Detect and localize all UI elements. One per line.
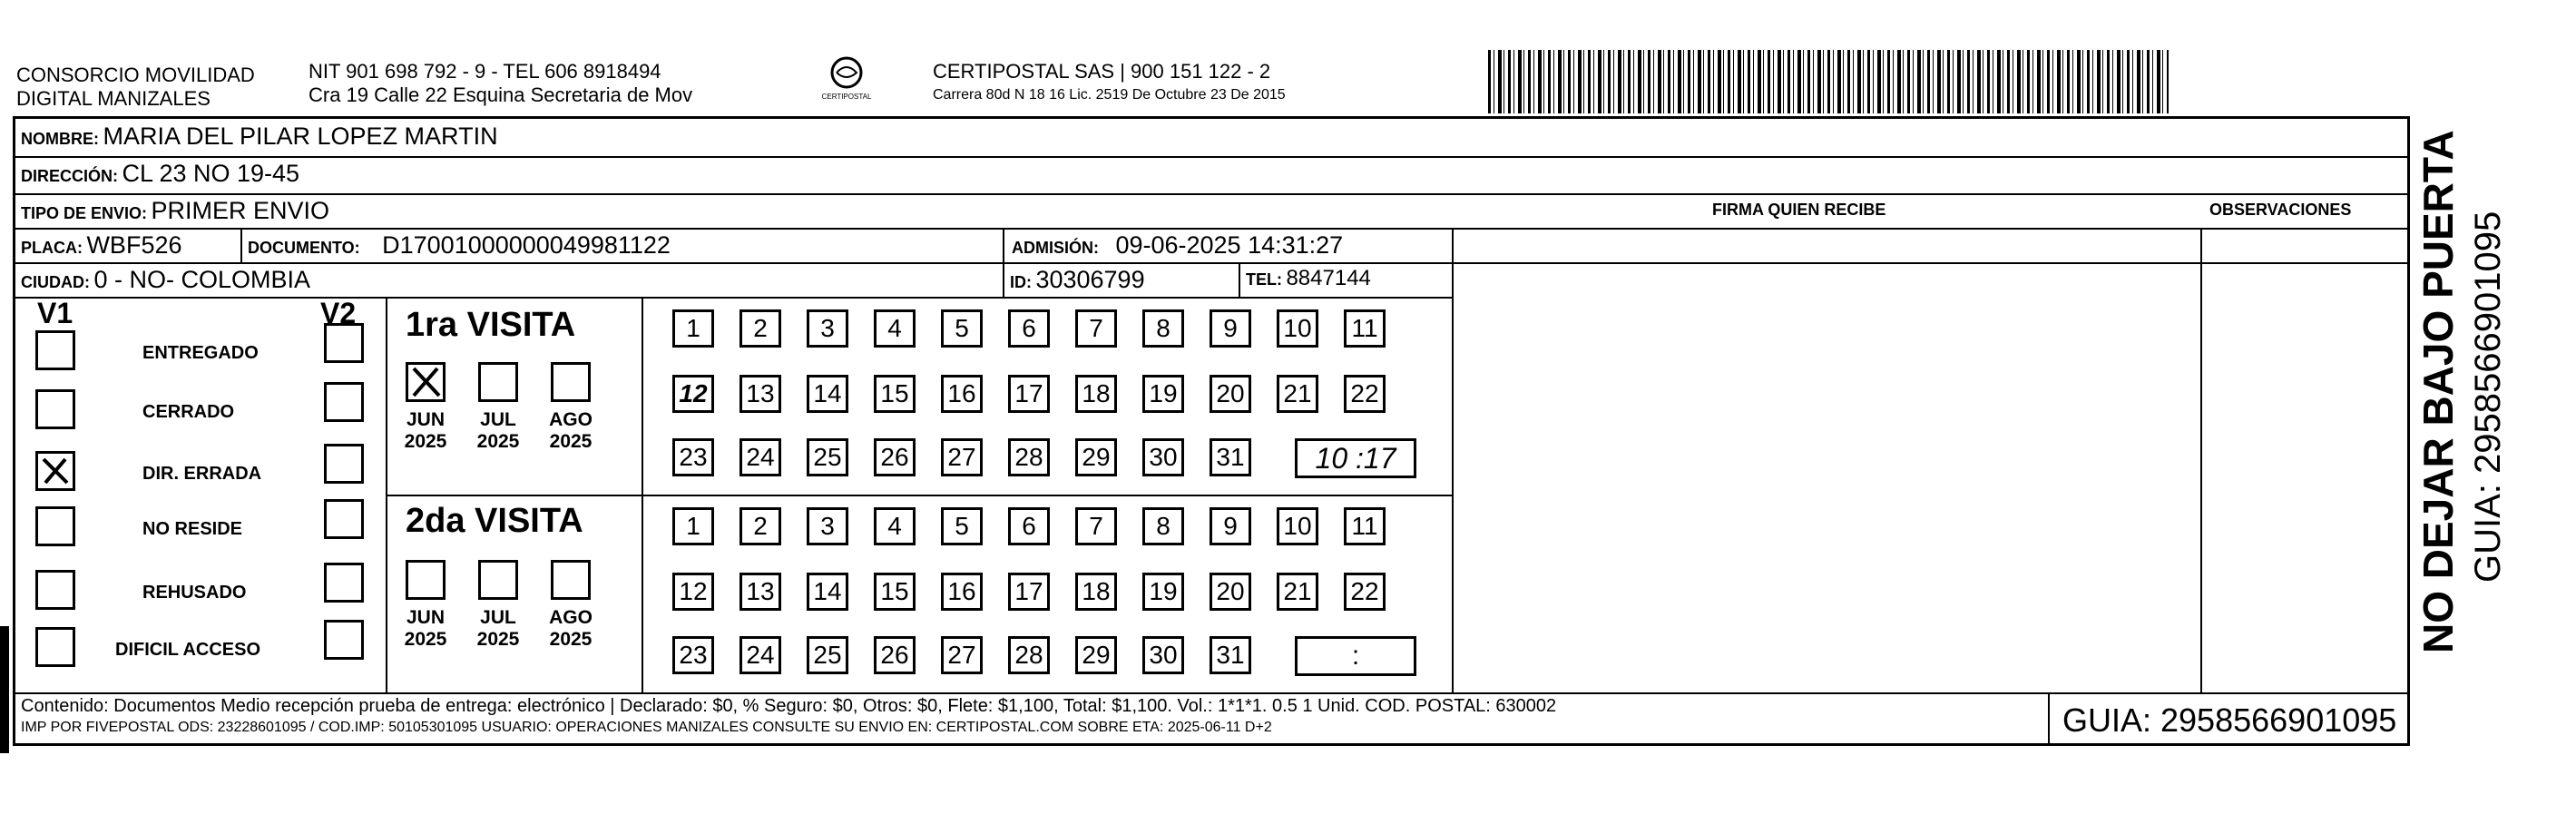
tel-label: TEL: — [1246, 270, 1282, 289]
visit-divider — [386, 495, 1452, 496]
footer-contents: Contenido: Documentos Medio recepción prueba de entrega: electrónico | Declarado: $0, % Seguro: $0, Otros: $0, Flete: $1,100, Total: $1,100. Vol.: 1*1*1. 0.5 1 Unid. COD. POSTAL: 630002 — [21, 696, 1557, 716]
day-box[interactable]: 18 — [1075, 375, 1117, 413]
status-label: DIR. ERRADA — [142, 464, 262, 484]
day-box[interactable]: 8 — [1142, 309, 1184, 348]
month-label: AGO 2025 — [549, 607, 593, 650]
day-box[interactable]: 12 — [672, 573, 714, 611]
row-divider — [15, 193, 2407, 195]
row-divider — [15, 297, 1452, 299]
col-divider — [1003, 228, 1004, 297]
day-box[interactable]: 3 — [807, 309, 848, 348]
col-divider — [2200, 228, 2202, 692]
tipo-label: TIPO DE ENVIO: — [21, 204, 148, 222]
day-box[interactable]: 14 — [807, 375, 848, 413]
v2-checkbox[interactable] — [324, 382, 364, 422]
day-box[interactable]: 21 — [1277, 573, 1318, 611]
id-row — [1010, 266, 1145, 294]
tipo-value: PRIMER ENVIO — [151, 197, 330, 224]
day-box[interactable]: 7 — [1075, 309, 1117, 348]
v1-label: V1 — [37, 297, 73, 329]
day-box[interactable]: 18 — [1075, 573, 1117, 611]
documento-label: DOCUMENTO: — [248, 239, 360, 257]
company-info — [309, 60, 692, 107]
footer-guia: GUIA: 2958566901095 — [2062, 701, 2397, 739]
day-box[interactable]: 24 — [739, 438, 781, 476]
tipo-row — [21, 197, 329, 225]
second-visit-title: 2da VISITA — [406, 502, 583, 540]
certipostal-line2: Carrera 80d N 18 16 Lic. 2519 De Octubre 23 De 2015 — [933, 87, 1286, 103]
id-value: 30306799 — [1035, 266, 1145, 293]
month-label: AGO 2025 — [549, 409, 593, 452]
day-box[interactable]: 14 — [807, 573, 848, 611]
day-box[interactable]: 26 — [874, 636, 916, 674]
ciudad-row — [21, 266, 310, 294]
month-label: JUL 2025 — [476, 409, 520, 452]
first-visit-time[interactable]: 10 :17 — [1295, 438, 1416, 478]
month-checkbox[interactable] — [478, 362, 518, 402]
ciudad-label: CIUDAD: — [21, 273, 90, 291]
day-box[interactable]: 15 — [874, 375, 916, 413]
col-divider — [240, 228, 242, 262]
month-label: JUN 2025 — [404, 409, 447, 452]
v2-checkbox[interactable] — [324, 444, 364, 484]
admision-label: ADMISIÓN: — [1012, 239, 1099, 257]
day-box[interactable]: 29 — [1075, 438, 1117, 476]
status-label: REHUSADO — [142, 583, 247, 603]
day-box[interactable]: 28 — [1008, 636, 1050, 674]
ciudad-value: 0 - NO- COLOMBIA — [93, 266, 310, 293]
month-checkbox[interactable] — [406, 362, 446, 402]
edge-mark — [0, 626, 9, 753]
day-box[interactable]: 3 — [807, 507, 848, 545]
col-divider — [1239, 262, 1240, 297]
v2-label: V2 — [320, 297, 357, 329]
company-line1: CONSORCIO MOVILIDAD — [16, 64, 255, 86]
day-box[interactable]: 9 — [1210, 309, 1251, 348]
day-box[interactable]: 21 — [1277, 375, 1318, 413]
v2-checkbox[interactable] — [324, 323, 364, 363]
certipostal-info — [933, 60, 1286, 107]
admision-row — [1012, 231, 1343, 260]
certipostal-line1: CERTIPOSTAL SAS | 900 151 122 - 2 — [933, 60, 1271, 83]
day-box[interactable]: 29 — [1075, 636, 1117, 674]
day-box[interactable]: 10 — [1277, 309, 1318, 348]
day-box[interactable]: 19 — [1142, 573, 1184, 611]
day-box[interactable]: 5 — [941, 309, 983, 348]
nombre-row — [21, 123, 498, 151]
v2-checkbox[interactable] — [324, 499, 364, 539]
v1-checkbox[interactable] — [35, 330, 75, 370]
direccion-value: CL 23 NO 19-45 — [122, 160, 300, 187]
nombre-value: MARIA DEL PILAR LOPEZ MARTIN — [103, 123, 498, 150]
observaciones-label: OBSERVACIONES — [2209, 201, 2352, 219]
day-box[interactable]: 31 — [1210, 636, 1251, 674]
day-box[interactable]: 1 — [672, 309, 714, 348]
day-box[interactable]: 1 — [672, 507, 714, 545]
nit-line: NIT 901 698 792 - 9 - TEL 606 8918494 — [309, 60, 661, 83]
day-box[interactable]: 20 — [1210, 375, 1251, 413]
month-label: JUL 2025 — [476, 607, 520, 650]
tel-row — [1246, 266, 1371, 291]
day-box[interactable]: 20 — [1210, 573, 1251, 611]
day-box[interactable]: 4 — [874, 507, 916, 545]
row-divider — [1452, 262, 2407, 264]
col-divider — [1452, 228, 1454, 692]
v1-checkbox[interactable] — [35, 389, 75, 429]
tel-value: 8847144 — [1286, 266, 1371, 290]
day-box[interactable]: 22 — [1344, 573, 1386, 611]
barcode — [1488, 50, 2169, 113]
documento-row — [248, 231, 671, 260]
day-box[interactable]: 24 — [739, 636, 781, 674]
month-checkbox[interactable] — [406, 560, 446, 600]
day-box[interactable]: 11 — [1344, 309, 1386, 348]
side-guia: GUIA: 2958566901095 — [2468, 211, 2508, 583]
day-box[interactable]: 6 — [1008, 309, 1050, 348]
day-box[interactable]: 9 — [1210, 507, 1251, 545]
day-box[interactable]: 23 — [672, 636, 714, 674]
day-box[interactable]: 7 — [1075, 507, 1117, 545]
v2-checkbox[interactable] — [324, 620, 364, 660]
nombre-label: NOMBRE: — [21, 130, 99, 148]
day-box[interactable]: 13 — [739, 573, 781, 611]
month-checkbox[interactable] — [478, 560, 518, 600]
id-label: ID: — [1010, 273, 1032, 291]
day-box[interactable]: 4 — [874, 309, 916, 348]
day-box[interactable]: 12 — [672, 375, 714, 413]
footer-print-info: IMP POR FIVEPOSTAL ODS: 23228601095 / COD.IMP: 50105301095 USUARIO: OPERACIONES MANIZALES CONSULTE SU ENVIO EN: CERTIPOSTAL.COM SOBRE ETA: 2025-06-11 D+2 — [21, 720, 1272, 735]
status-label: DIFICIL ACCESO — [115, 640, 261, 660]
day-box[interactable]: 5 — [941, 507, 983, 545]
delivery-form — [13, 116, 2410, 746]
documento-value: D17001000000049981122 — [382, 231, 671, 259]
company-name — [16, 64, 255, 111]
day-box[interactable]: 30 — [1142, 636, 1184, 674]
day-box[interactable]: 2 — [739, 309, 781, 348]
day-box[interactable]: 28 — [1008, 438, 1050, 476]
day-box[interactable]: 23 — [672, 438, 714, 476]
day-box[interactable]: 25 — [807, 438, 848, 476]
day-box[interactable]: 10 — [1277, 507, 1318, 545]
v1-checkbox[interactable] — [35, 506, 75, 546]
row-divider — [15, 262, 1452, 264]
status-label: ENTREGADO — [142, 343, 259, 363]
placa-label: PLACA: — [21, 239, 83, 257]
placa-value: WBF526 — [86, 231, 182, 259]
month-checkbox[interactable] — [551, 560, 591, 600]
v1-checkbox[interactable] — [35, 627, 75, 667]
day-box[interactable]: 13 — [739, 375, 781, 413]
status-label: CERRADO — [142, 402, 235, 422]
first-visit-title: 1ra VISITA — [406, 306, 576, 344]
day-box[interactable]: 27 — [941, 438, 983, 476]
day-box[interactable]: 6 — [1008, 507, 1050, 545]
month-checkbox[interactable] — [551, 362, 591, 402]
day-box[interactable]: 17 — [1008, 573, 1050, 611]
day-box[interactable]: 22 — [1344, 375, 1386, 413]
direccion-label: DIRECCIÓN: — [21, 167, 118, 185]
row-divider — [15, 228, 2407, 230]
day-box[interactable]: 16 — [941, 375, 983, 413]
month-label: JUN 2025 — [404, 607, 447, 650]
day-box[interactable]: 31 — [1210, 438, 1251, 476]
day-box[interactable]: 15 — [874, 573, 916, 611]
logo-text: CERTIPOSTAL — [821, 93, 872, 101]
company-line2: DIGITAL MANIZALES — [16, 87, 211, 110]
certipostal-logo — [815, 54, 878, 109]
day-box[interactable]: 19 — [1142, 375, 1184, 413]
firma-label: FIRMA QUIEN RECIBE — [1712, 201, 1886, 219]
row-divider — [15, 156, 2407, 158]
v2-checkbox[interactable] — [324, 563, 364, 603]
direccion-row — [21, 160, 299, 188]
placa-row — [21, 231, 182, 260]
day-box[interactable]: 8 — [1142, 507, 1184, 545]
day-box[interactable]: 26 — [874, 438, 916, 476]
address-line: Cra 19 Calle 22 Esquina Secretaria de Mov — [309, 83, 693, 106]
day-box[interactable]: 11 — [1344, 507, 1386, 545]
day-box[interactable]: 16 — [941, 573, 983, 611]
second-visit-time[interactable]: : — [1295, 636, 1416, 676]
status-label: NO RESIDE — [142, 519, 243, 539]
day-box[interactable]: 27 — [941, 636, 983, 674]
day-box[interactable]: 17 — [1008, 375, 1050, 413]
v1-checkbox[interactable] — [35, 451, 75, 491]
day-box[interactable]: 25 — [807, 636, 848, 674]
day-box[interactable]: 30 — [1142, 438, 1184, 476]
side-warning: NO DEJAR BAJO PUERTA — [2414, 130, 2462, 653]
v1-checkbox[interactable] — [35, 570, 75, 610]
admision-value: 09-06-2025 14:31:27 — [1115, 231, 1344, 259]
day-box[interactable]: 2 — [739, 507, 781, 545]
col-divider — [2048, 692, 2050, 743]
